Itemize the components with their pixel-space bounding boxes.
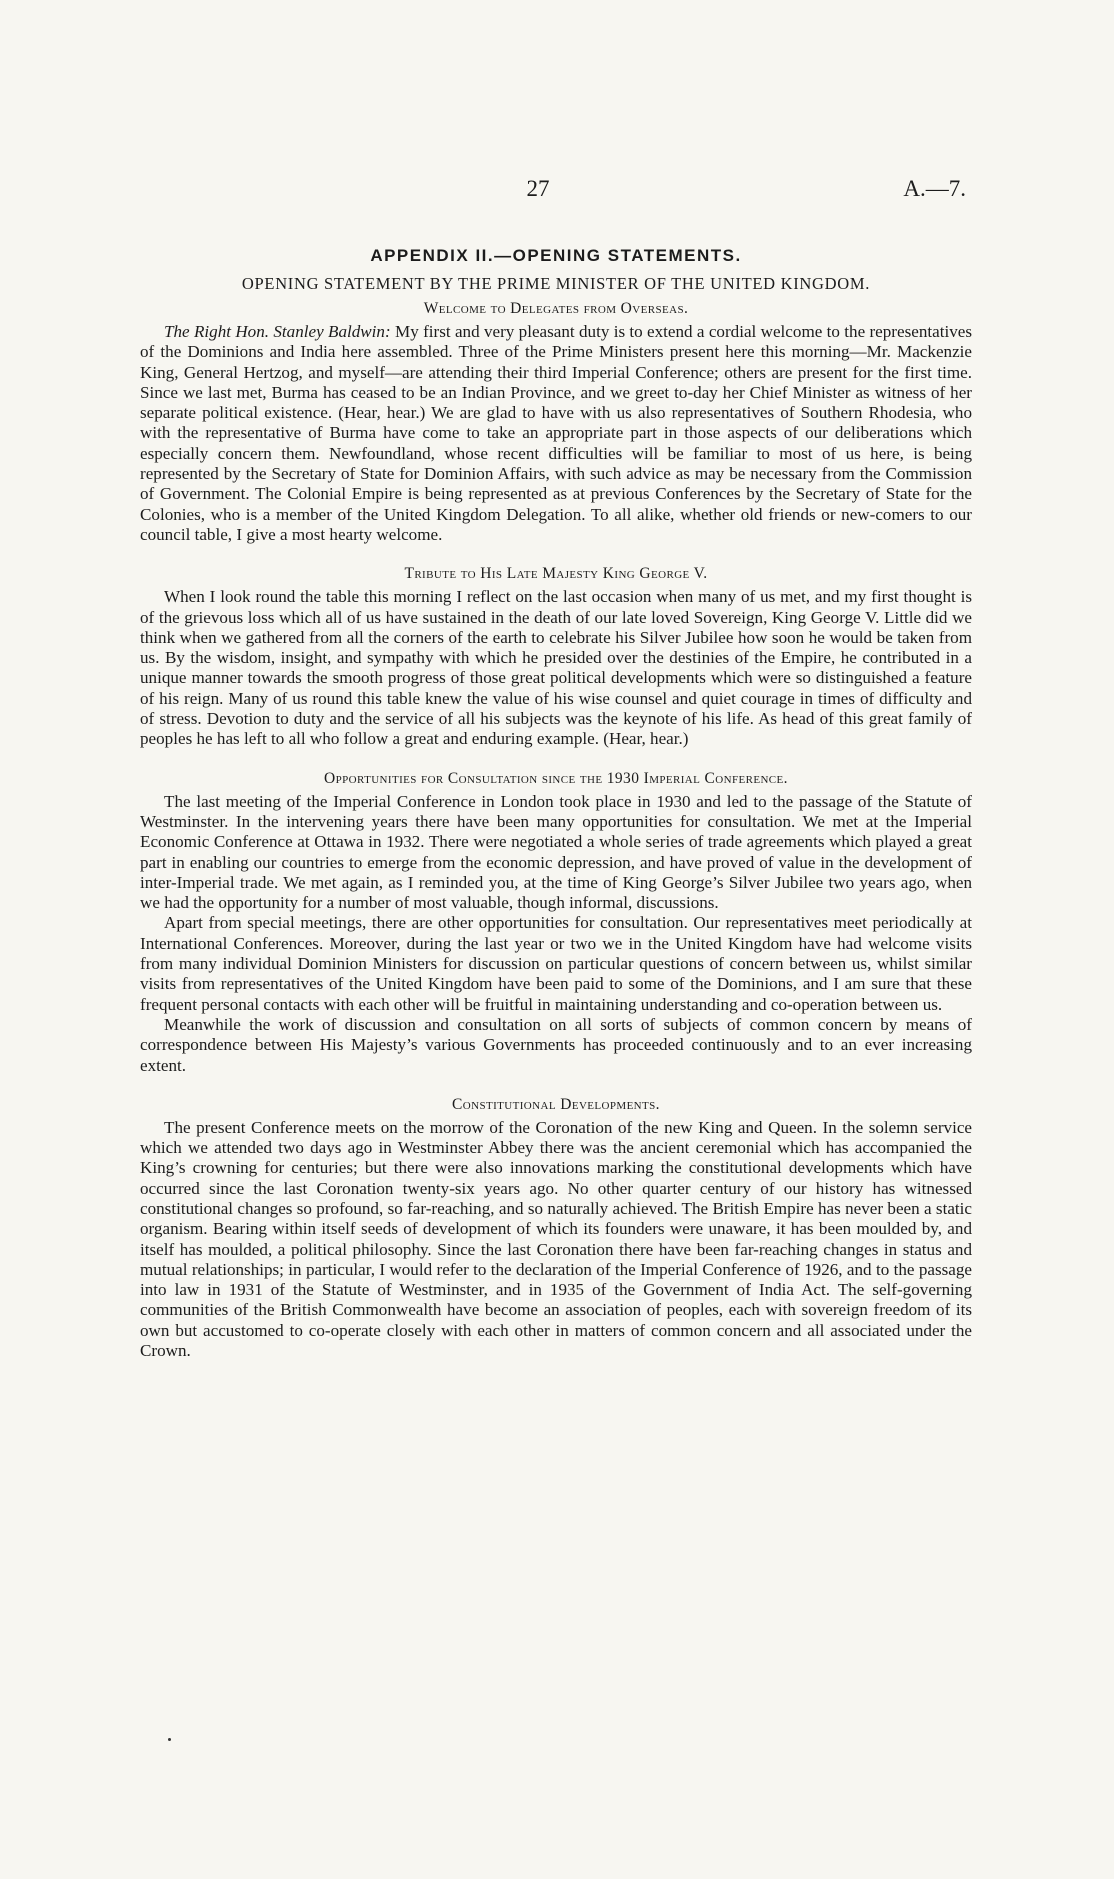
- section-heading: Constitutional Developments.: [452, 1095, 660, 1113]
- paragraph: Meanwhile the work of discussion and consultation on all sorts of subjects of common concern by means of correspondence between His Majesty’s various Governments has proceeded continuously and to an ever increasing extent.: [140, 1014, 972, 1075]
- statement-title: OPENING STATEMENT BY THE PRIME MINISTER OF THE UNITED KINGDOM.: [241, 274, 871, 293]
- page-number: 27: [526, 176, 550, 201]
- ink-speck: [168, 1738, 171, 1741]
- paragraph: The present Conference meets on the morrow of the Coronation of the new King and Queen. In the solemn service which we attended two days ago in Westminster Abbey there was the ancient ceremonial which has accompanied the King’s crowning for centuries; but there were also innovations marking the constitutional developments which have occurred since the last Coronation twenty-six years ago. No other quarter century of our history has witnessed constitutional changes so profound, so far-reaching, and so naturally achieved. The British Empire has never been a static organism. Bearing within itself seeds of development of which its founders were unaware, it has been moulded by, and itself has moulded, a political philosophy. Since the last Coronation there have been far-reaching changes in status and mutual relationships; in particular, I would refer to the declaration of the Imperial Conference of 1926, and to the passage into law in 1931 of the Statute of Westminster, and in 1935 of the Government of India Act. The self-governing communities of the British Commonwealth have become an association of peoples, each with sovereign freedom of its own but accustomed to co-operate closely with each other in matters of common concern and all associated under the Crown.: [140, 1117, 972, 1361]
- paragraph: The last meeting of the Imperial Conference in London took place in 1930 and led to the passage of the Statute of Westminster. In the intervening years there have been many opportunities for consultation. We met at the Imperial Economic Conference at Ottawa in 1932. There were negotiated a whole series of trade agreements which played a great part in enabling our countries to emerge from the economic depression, and have proved of value in the development of inter-Imperial trade. We met again, as I reminded you, at the time of King George’s Silver Jubilee two years ago, when we had the opportunity for a number of most valuable, though informal, discussions.: [140, 791, 972, 913]
- appendix-title: APPENDIX II.—OPENING STATEMENTS.: [370, 246, 742, 265]
- page-content: [140, 246, 972, 1361]
- section-consultation: [140, 770, 972, 1076]
- paragraph: [140, 322, 972, 545]
- paragraph: Apart from special meetings, there are other opportunities for consultation. Our representatives meet periodically at International Conferences. Moreover, during the last year or two we in the United Kingdom have had welcome visits from many individual Dominion Ministers for discussion on particular questions of concern between us, whilst similar visits from representatives of the United Kingdom have been paid to some of the Dominions, and I am sure that these frequent personal contacts with each other will be fruitful in maintaining understanding and co-operation between us.: [140, 913, 972, 1014]
- section-constitutional: [140, 1096, 972, 1362]
- document-reference: A.—7.: [903, 176, 966, 201]
- section-heading: Welcome to Delegates from Overseas.: [423, 300, 689, 317]
- section-heading: Tribute to His Late Majesty King George V.: [404, 565, 708, 583]
- section-heading: Opportunities for Consultation since the 1930 Imperial Conference.: [324, 769, 788, 787]
- section-welcome: [140, 300, 972, 545]
- section-tribute: [140, 565, 972, 749]
- paragraph: When I look round the table this morning I reflect on the last occasion when many of us met, and my first thought is of the grievous loss which all of us have sustained in the death of our late loved Sovereign, King George V. Little did we think when we gathered from all the corners of the earth to celebrate his Silver Jubilee how soon he would be taken from us. By the wisdom, insight, and sympathy with which he presided over the destinies of the Empire, he contributed in a unique manner towards the smooth progress of those great political developments which were so distinguished a feature of his reign. Many of us round this table knew the value of his wise counsel and quiet courage in times of difficulty and of stress. Devotion to duty and the service of all his subjects was the keynote of his life. As head of this great family of peoples he has left to all who follow a great and enduring example. (Hear, hear.): [140, 587, 972, 749]
- paragraph-text: My first and very pleasant duty is to extend a cordial welcome to the representatives of the Dominions and India here assembled. Three of the Prime Ministers present here this morning—Mr. Mackenzie King, General Hertzog, and myself—are attending their third Imperial Conference; others are present for the first time. Since we last met, Burma has ceased to be an Indian Province, and we greet to-day her Chief Minister as witness of her separate political existence. (Hear, hear.) We are glad to have with us also representatives of Southern Rhodesia, who with the representative of Burma have come to take an appropriate part in those aspects of our deliberations which especially concern them. Newfoundland, whose recent difficulties will be familiar to most of us here, is being represented by the Secretary of State for Dominion Affairs, with such advice as may be necessary from the Commission of Government. The Colonial Empire is being represented as at previous Conferences by the Secretary of State for the Colonies, who is a member of the United Kingdom Delegation. To all alike, whether old friends or new-comers to our council table, I give a most hearty welcome.: [140, 322, 972, 544]
- speaker-name: The Right Hon. Stanley Baldwin:: [164, 322, 391, 341]
- running-header: [0, 176, 1114, 206]
